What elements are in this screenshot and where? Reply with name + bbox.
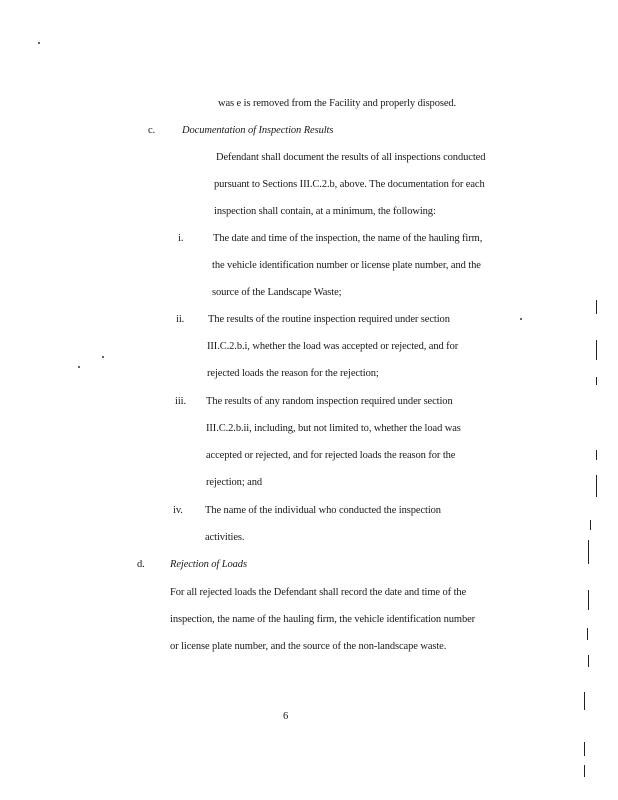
scan-mark: [587, 628, 588, 640]
text-line: III.C.2.b.ii, including, but not limited to, whether the load was: [206, 423, 461, 434]
text-line: rejection; and: [206, 477, 263, 488]
text-line: rejected loads the reason for the rejection;: [207, 368, 379, 379]
scan-speck: [520, 318, 522, 320]
scan-mark: [584, 742, 585, 756]
scan-mark: [596, 475, 597, 497]
item-ii-marker: ii.: [176, 314, 185, 325]
scan-mark: [588, 655, 589, 667]
scan-mark: [596, 300, 597, 314]
text-line: source of the Landscape Waste;: [212, 287, 342, 298]
item-i-marker: i.: [178, 233, 184, 244]
scan-speck: [102, 356, 104, 358]
text-line: accepted or rejected, and for rejected loads the reason for the: [206, 450, 456, 461]
page-number: 6: [283, 711, 289, 722]
text-line: activities.: [205, 532, 245, 543]
scan-mark: [588, 590, 589, 610]
text-line: The results of the routine inspection required under section: [208, 314, 450, 325]
text-line: was e is removed from the Facility and properly disposed.: [218, 98, 457, 109]
scan-speck: [38, 42, 40, 44]
text-line: Defendant shall document the results of all inspections conducted: [216, 152, 486, 163]
scan-mark: [590, 520, 591, 530]
scan-mark: [588, 540, 589, 564]
scan-mark: [596, 377, 597, 385]
item-iii-marker: iii.: [175, 396, 186, 407]
section-d-heading: Rejection of Loads: [170, 559, 247, 570]
scan-mark: [584, 692, 585, 710]
text-line: The name of the individual who conducted the inspection: [205, 505, 441, 516]
text-line: inspection shall contain, at a minimum, the following:: [214, 206, 436, 217]
section-c-marker: c.: [148, 125, 156, 136]
scan-mark: [596, 340, 597, 360]
text-line: inspection, the name of the hauling firm, the vehicle identification number: [170, 614, 476, 625]
scan-mark: [596, 450, 597, 460]
text-line: or license plate number, and the source of the non-landscape waste.: [170, 641, 447, 652]
text-line: For all rejected loads the Defendant shall record the date and time of the: [170, 587, 467, 598]
text-line: III.C.2.b.i, whether the load was accepted or rejected, and for: [207, 341, 459, 352]
section-c-heading: Documentation of Inspection Results: [182, 125, 334, 136]
text-line: the vehicle identification number or license plate number, and the: [212, 260, 481, 271]
text-line: The date and time of the inspection, the name of the hauling firm,: [213, 233, 483, 244]
scan-speck: [78, 366, 80, 368]
scan-mark: [584, 765, 585, 777]
text-line: The results of any random inspection required under section: [206, 396, 453, 407]
text-line: pursuant to Sections III.C.2.b, above. The documentation for each: [214, 179, 485, 190]
section-d-marker: d.: [137, 559, 145, 570]
item-iv-marker: iv.: [173, 505, 183, 516]
